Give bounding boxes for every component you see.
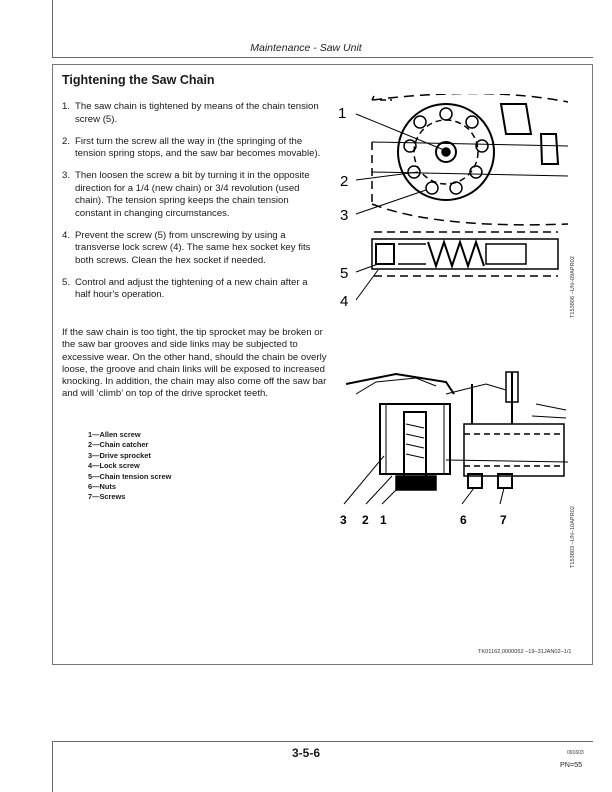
figure2-code: T153803 –UN–10APR02 [570, 506, 576, 568]
step-item [62, 136, 324, 161]
legend-item: 2—Chain catcher [88, 440, 149, 450]
page-title: Tightening the Saw Chain [62, 73, 215, 87]
callout-6: 6 [460, 513, 467, 527]
callout-7: 7 [500, 513, 507, 527]
section-header: Maintenance - Saw Unit [250, 42, 362, 54]
step-number: 5. [62, 276, 71, 288]
step-text: Prevent the screw (5) from unscrewing by using a transverse lock screw (4). The same hex socket key fits both screws. Clean the hex socket if needed. [75, 229, 311, 266]
legend-item: 6—Nuts [88, 482, 116, 492]
step-number: 2. [62, 135, 71, 147]
figure-tension-mechanism [336, 94, 568, 319]
step-text: Control and adjust the tightening of a new chain after a half hour's operation. [75, 276, 308, 301]
callout-5: 5 [340, 265, 349, 282]
legend-item: 7—Screws [88, 492, 126, 502]
footer-rule [52, 741, 593, 742]
warning-paragraph: If the saw chain is too tight, the tip sprocket may be broken or the saw bar grooves and side links may be subjected to excessive wear. On the other hand, should the chain be overly loose, the groove and chain links will be exposed to increased knocking. In addition, the chain may also come off the saw bar and will ‘climb’ on top of the drive sprocket teeth. [62, 327, 327, 400]
figure1-code: T153806 –UN–09APR02 [570, 256, 576, 318]
legend-item: 3—Drive sprocket [88, 450, 151, 460]
step-text: The saw chain is tightened by means of the chain tension screw (5). [75, 101, 319, 125]
figure-saw-unit-section [336, 364, 568, 530]
step-number: 1. [62, 101, 71, 112]
step-number: 4. [62, 229, 71, 241]
footer-pn: PN=55 [560, 760, 583, 769]
callout-4: 4 [340, 293, 349, 310]
step-text: First turn the screw all the way in (the springing of the tension spring stops, and the saw bar becomes movable). [75, 135, 321, 160]
step-item [62, 101, 324, 126]
step-item [62, 277, 324, 302]
step-item [62, 230, 324, 268]
step-number: 3. [62, 170, 71, 182]
page-number: 3-5-6 [291, 746, 320, 760]
header-rule [52, 57, 593, 58]
callout-3: 3 [340, 513, 347, 527]
callout-1: 1 [338, 105, 347, 122]
steps-list [62, 101, 324, 311]
footer-small-code: 091603 [567, 750, 584, 756]
legend-list [88, 430, 171, 503]
callout-2: 2 [362, 513, 369, 527]
reference-code: TK01162,0000052 –19–31JAN02–1/1 [478, 649, 572, 655]
callout-3: 3 [340, 207, 349, 224]
legend-item: 1—Allen screw [88, 430, 141, 439]
legend-item: 4—Lock screw [88, 461, 140, 471]
step-item [62, 170, 324, 220]
callout-1: 1 [380, 513, 387, 527]
legend-item: 5—Chain tension screw [88, 471, 172, 481]
step-text: Then loosen the screw a bit by turning it in the opposite direction for a 1/4 (new chain) or 3/4 revolution (used chain). The tension spring keeps the chain tension constant in changing circumstances. [75, 170, 310, 219]
callout-2: 2 [340, 173, 349, 190]
